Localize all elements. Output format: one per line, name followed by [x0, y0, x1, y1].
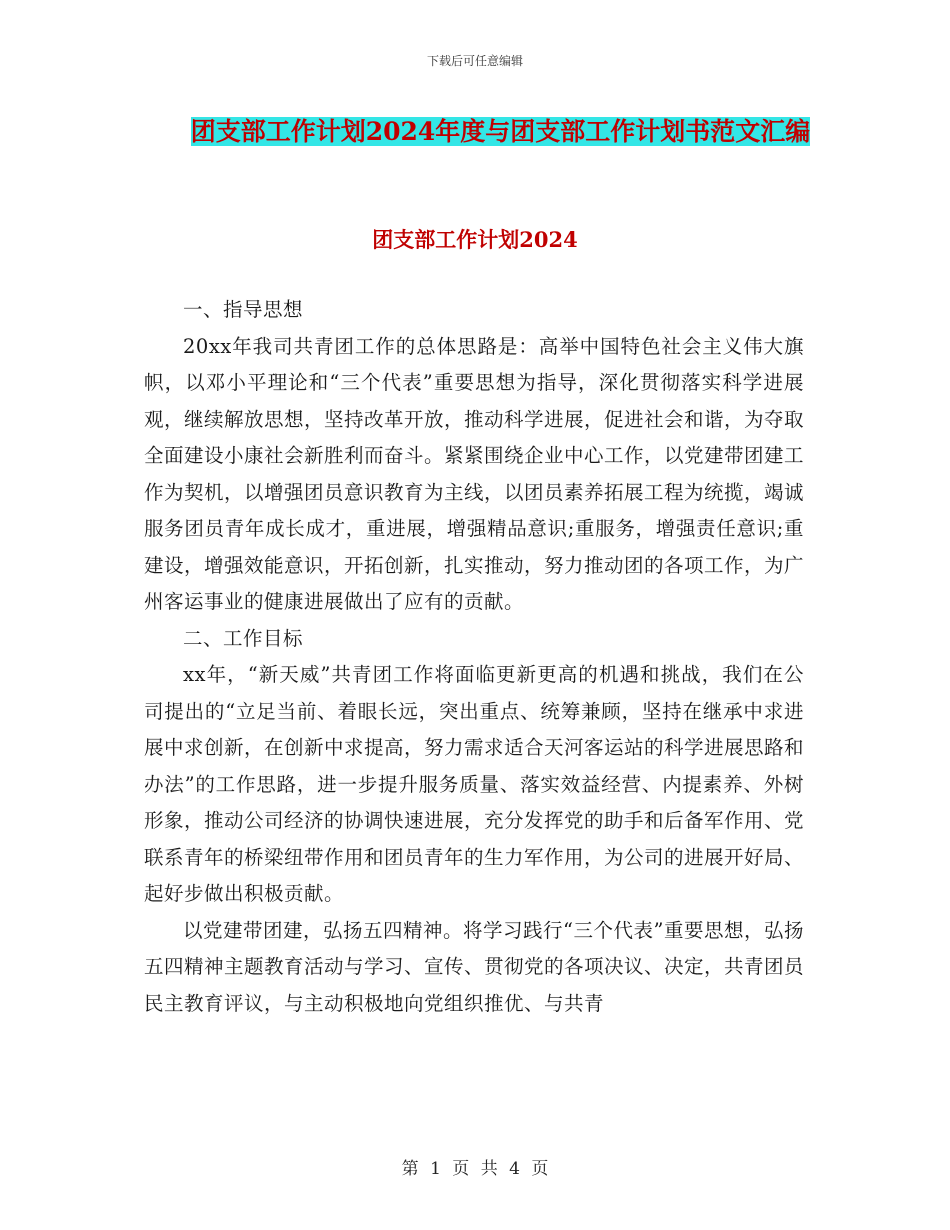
- paragraph: 以党建带团建，弘扬五四精神。将学习践行“三个代表”重要思想，弘扬五四精神主题教育活动与学习、宣传、贯彻党的各项决议、决定，共青团员民主教育评议，与主动积极地向党组织推优、与共青: [144, 918, 805, 1015]
- paragraph: 20xx年我司共青团工作的总体思路是：高举中国特色社会主义伟大旗帜，以邓小平理论和“三个代表”重要思想为指导，深化贯彻落实科学进展观，继续解放思想，坚持改革开放，推动科学进展，促进社会和谐，为夺取全面建设小康社会新胜利而奋斗。紧紧围绕企业中心工作，以党建带团建工作为契机，以增强团员意识教育为主线，以团员素养拓展工程为统揽，竭诚服务团员青年成长成才，重进展，增强精品意识;重服务，增强责任意识;重建设，增强效能意识，开拓创新，扎实推动，努力推动团的各项工作，为广州客运事业的健康进展做出了应有的贡献。: [144, 334, 805, 613]
- heading-work-goals: 二、工作目标: [183, 626, 304, 650]
- document-body: [144, 292, 804, 1022]
- header-note: 下载后可任意编辑: [426, 54, 523, 68]
- document-title: [188, 110, 813, 154]
- page-number: 第 1 页 共 4 页: [401, 1159, 549, 1179]
- heading-guiding-ideology: 一、指导思想: [183, 298, 304, 321]
- document-title-text: 团支部工作计划2024年度与团支部工作计划书范文汇编: [190, 117, 811, 146]
- section-title: 团支部工作计划2024: [372, 227, 578, 252]
- paragraph: xx年，“新天威”共青团工作将面临更新更高的机遇和挑战，我们在公司提出的“立足当前、着眼长远，突出重点、统筹兼顾，坚持在继承中求进展中求创新，在创新中求提高，努力需求适合天河客运站的科学进展思路和办法”的工作思路，进一步提升服务质量、落实效益经营、内提素养、外树形象，推动公司经济的协调快速进展，充分发挥党的助手和后备军作用、党联系青年的桥梁纽带作用和团员青年的生力军作用，为公司的进展开好局、起好步做出积极贡献。: [144, 663, 805, 905]
